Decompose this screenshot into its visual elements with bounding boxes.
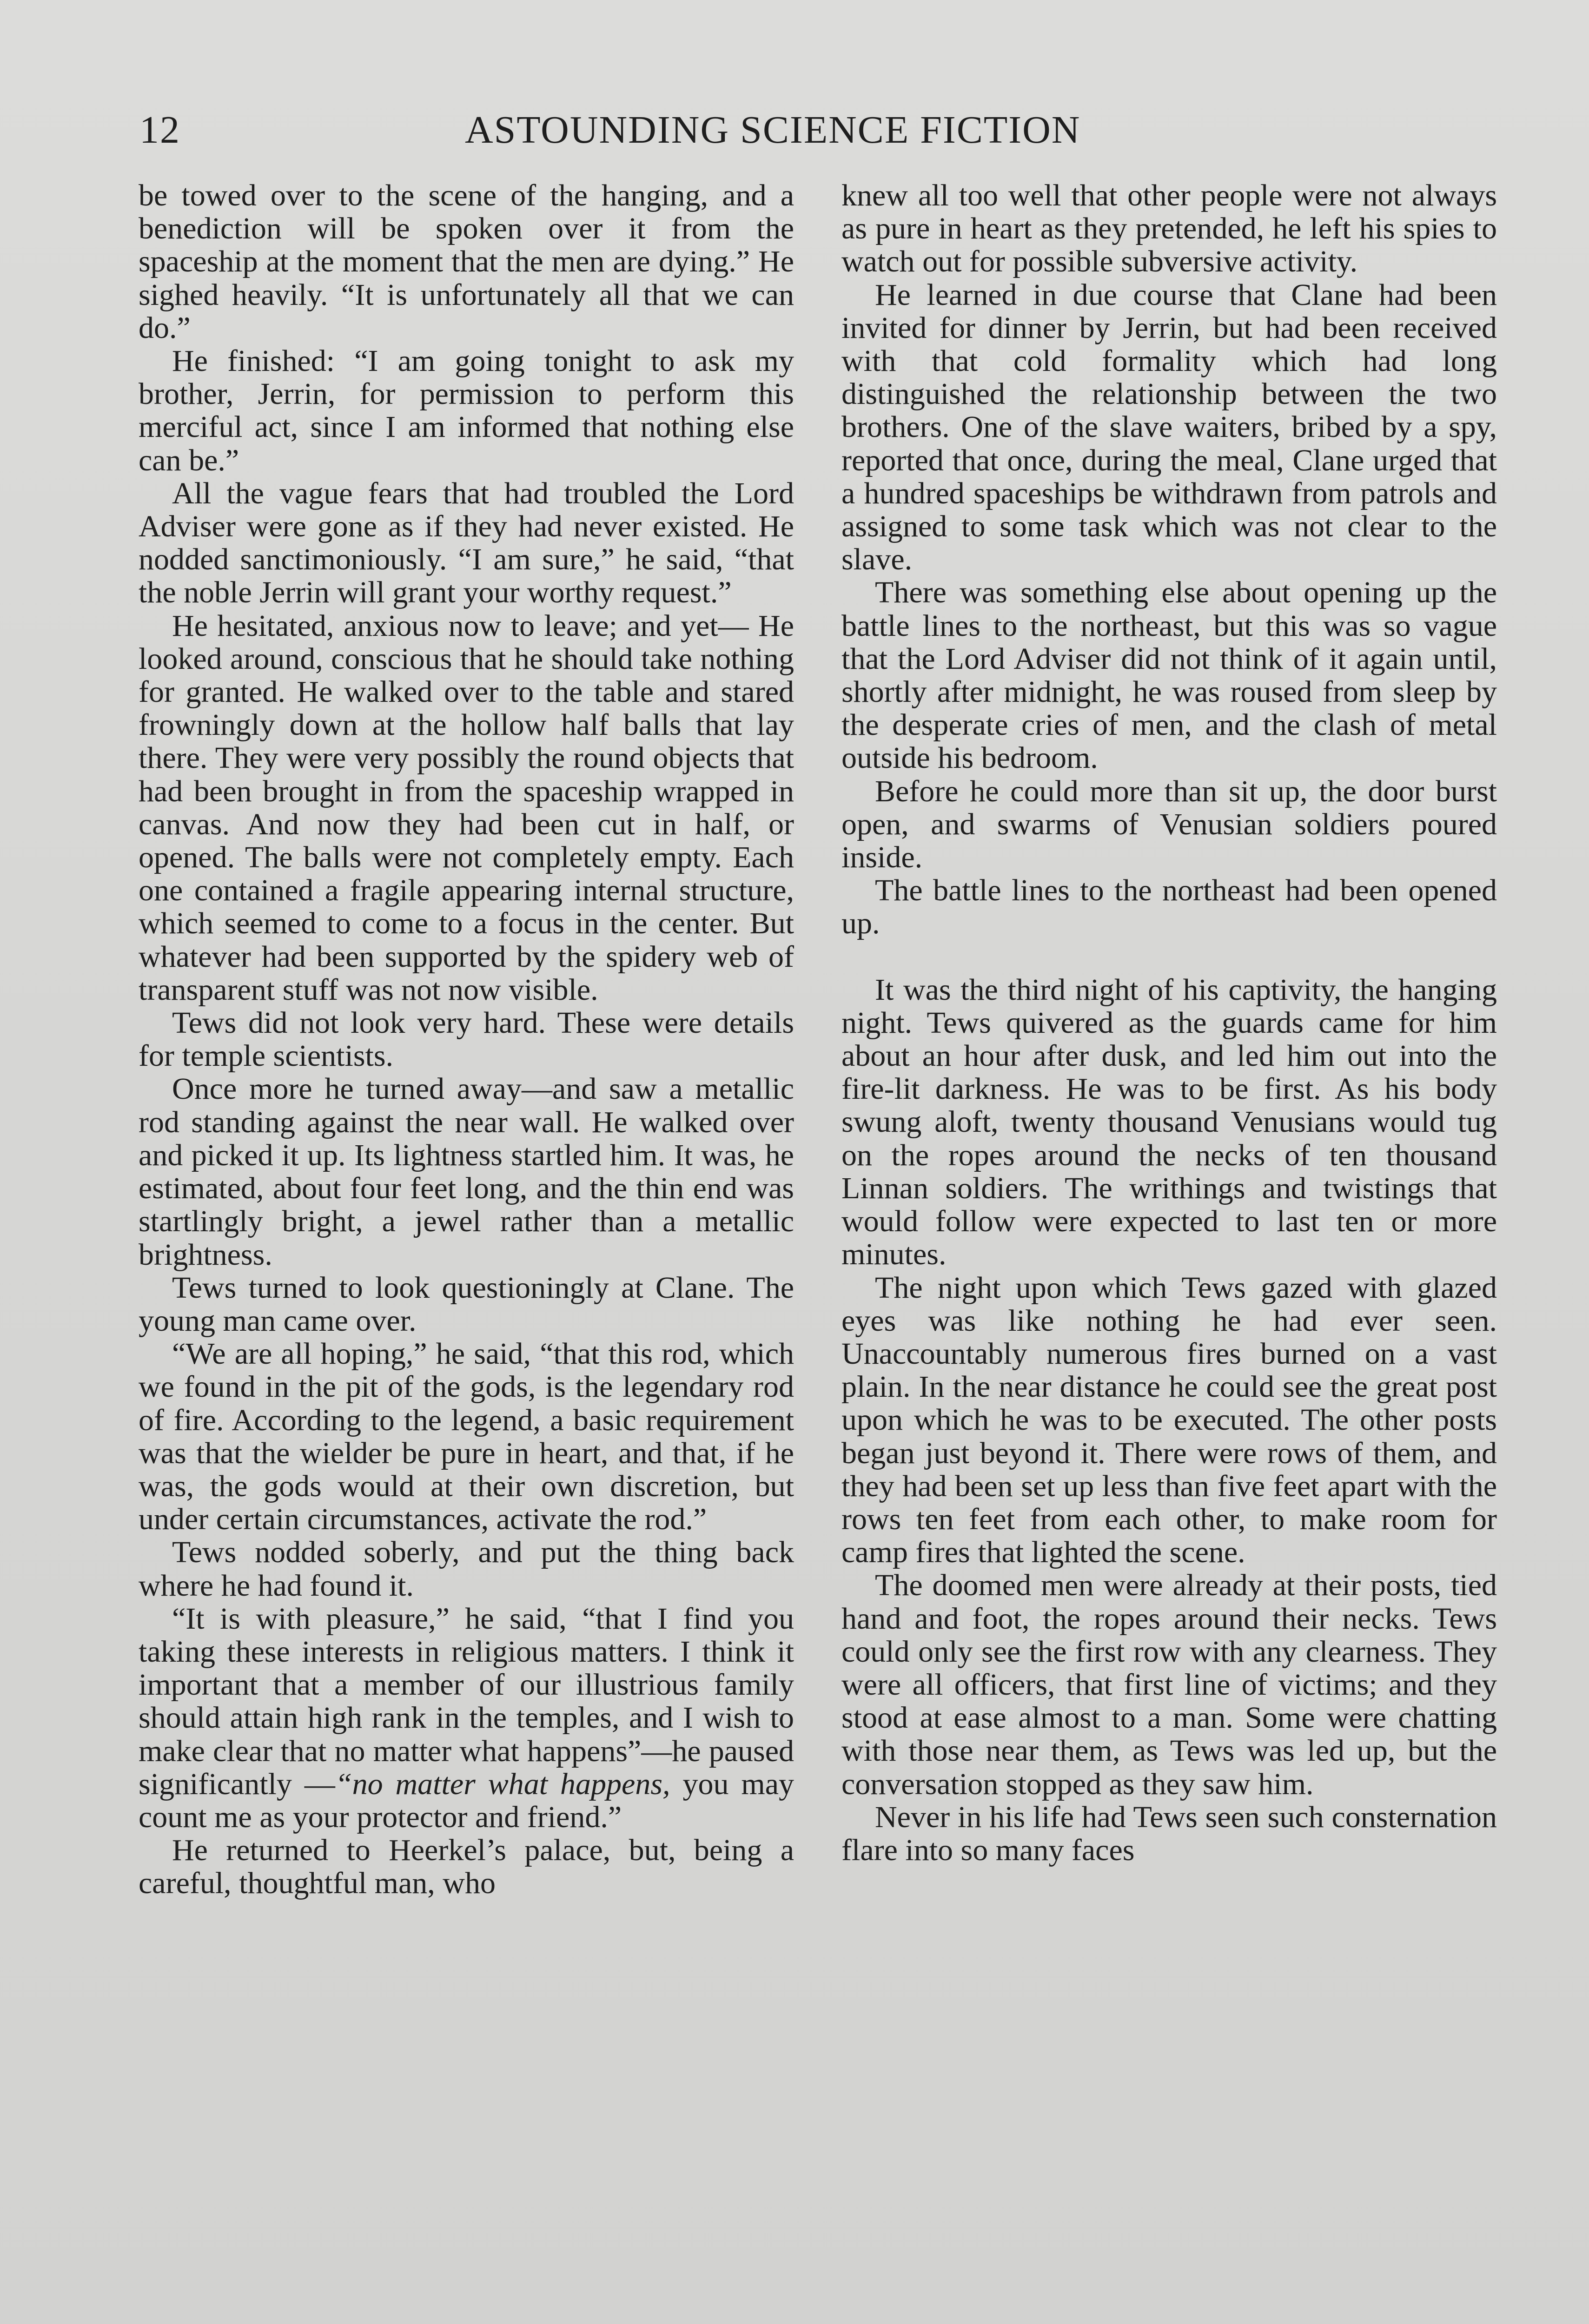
paragraph: Tews turned to look questioningly at Clane. The young man came over. [139,1270,794,1338]
right-text-column [841,179,1497,1867]
paragraph: The doomed men were already at their posts, tied hand and foot, the ropes around their necks. Tews could only see the first row with any clearness. They were all officers, that first line of victims; and they stood at ease almost to a man. Some were chatting with those near them, as Tews was led up, but the conversation stopped as they saw him. [841,1568,1497,1801]
paragraph-text: “It is with pleasure,” he said, “that I find you taking these interests in religious matters. I think it important that a member of our illustrious family should attain high rank in the temples, and I wish to make clear that no matter what happens”—he paused significantly — [139,1601,794,1801]
paragraph: Tews nodded soberly, and put the thing back where he had found it. [139,1535,794,1603]
magazine-title: ASTOUNDING SCIENCE FICTION [465,108,1081,152]
paragraph: The night upon which Tews gazed with glazed eyes was like nothing he had ever seen. Unaccountably numerous fires burned on a vast plain. In the near distance he could see the great post upon which he was to be executed. The other posts began just beyond it. There were rows of them, and they had been set up less than five feet apart with the rows ten feet from each other, to make room for camp fires that lighted the scene. [841,1270,1497,1570]
italic-text: “no matter what happens, [335,1767,670,1801]
paragraph: He finished: “I am going tonight to ask my brother, Jerrin, for permission to perform this merciful act, since I am informed that nothing else can be.” [139,344,794,477]
paragraph: Once more he turned away—and saw a metallic rod standing against the near wall. He walked over and picked it up. Its lightness startled him. It was, he estimated, about four feet long, and the thin end was startlingly bright, a jewel rather than a metallic brightness. [139,1072,794,1272]
page-header [139,105,1172,156]
paragraph: Before he could more than sit up, the door burst open, and swarms of Venusian soldiers poured inside. [841,774,1497,875]
left-text-column [139,179,794,1900]
paragraph [139,1602,794,1834]
paragraph: Tews did not look very hard. These were details for temple scientists. [139,1006,794,1073]
paragraph: All the vague fears that had troubled the Lord Adviser were gone as if they had never existed. He nodded sanctimoniously. “I am sure,” he said, “that the noble Jerrin will grant your worthy request.” [139,476,794,610]
paragraph: The battle lines to the northeast had been opened up. [841,873,1497,941]
paragraph: Never in his life had Tews seen such consternation flare into so many faces [841,1800,1497,1867]
paragraph: “We are all hoping,” he said, “that this rod, which we found in the pit of the gods, is the legendary rod of fire. According to the legend, a basic requirement was that the wielder be pure in heart, and that, if he was, the gods would at their own discretion, but under certain circumstances, activate the rod.” [139,1337,794,1537]
paragraph: He hesitated, anxious now to leave; and yet— He looked around, conscious that he should take nothing for granted. He walked over to the table and stared frowningly down at the hollow half balls that lay there. They were very possibly the round objects that had been brought in from the spaceship wrapped in canvas. And now they had been cut in half, or opened. The balls were not completely empty. Each one contained a fragile appearing internal structure, which seemed to come to a focus in the center. But whatever had been supported by the spidery web of transparent stuff was not now visible. [139,608,794,1007]
paragraph: He learned in due course that Clane had been invited for dinner by Jerrin, but had been received with that cold formality which had long distinguished the relationship between the two brothers. One of the slave waiters, bribed by a spy, reported that once, during the meal, Clane urged that a hundred spaceships be withdrawn from patrols and assigned to some task which was not clear to the slave. [841,277,1497,577]
paragraph-text: you may count me as your protector and friend.” [139,1767,794,1834]
paragraph: He returned to Heerkel’s palace, but, being a careful, thoughtful man, who [139,1833,794,1901]
paragraph: knew all too well that other people were not always as pure in heart as they pretended, he left his spies to watch out for possible subversive activity. [841,178,1497,279]
paragraph: It was the third night of his captivity, the hanging night. Tews quivered as the guards came for him about an hour after dusk, and led him out into the fire-lit darkness. He was to be first. As his body swung aloft, twenty thousand Venusians would tug on the ropes around the necks of ten thousand Linnan soldiers. The writhings and twistings that would follow were expected to last ten or more minutes. [841,972,1497,1272]
page-number: 12 [139,108,180,152]
paragraph: There was something else about opening up the battle lines to the northeast, but this was so vague that the Lord Adviser did not think of it again until, shortly after midnight, he was roused from sleep by the desperate cries of men, and the clash of metal outside his bedroom. [841,575,1497,775]
paragraph: be towed over to the scene of the hanging, and a benediction will be spoken over it from the spaceship at the moment that the men are dying.” He sighed heavily. “It is unfortunately all that we can do.” [139,178,794,345]
